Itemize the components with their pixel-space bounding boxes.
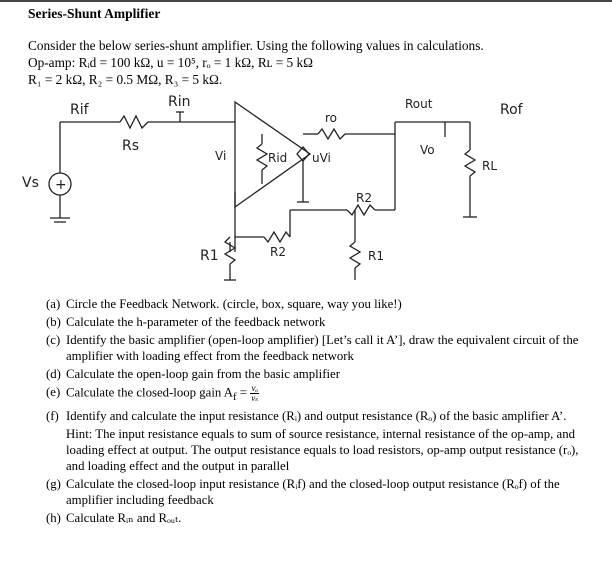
label-rs: Rs (122, 138, 140, 154)
label-vi: Vi (215, 149, 227, 163)
question-b: (b) Calculate the h-parameter of the feedback network (46, 315, 326, 329)
label-r1-left: R1 (200, 248, 219, 264)
rid-resistor (257, 144, 267, 170)
label-vs: Vs (22, 175, 39, 191)
r2-top-resistor (347, 205, 375, 215)
intro-line-3: R₁ = 2 kΩ, R₂ = 0.5 MΩ, R₃ = 5 kΩ. (28, 72, 223, 87)
intro-line-2: Op-amp: Rᵢd = 100 kΩ, u = 10⁵, rₒ = 1 kΩ, Rʟ = 5 kΩ (28, 55, 314, 70)
question-list (46, 296, 594, 528)
label-rin: Rin (168, 94, 191, 110)
r2-bottom-resistor (264, 232, 290, 242)
r1-left-resistor (225, 237, 235, 264)
question-h: (h) Calculate Rᵢₙ and Rₒᵤₜ. (46, 510, 182, 525)
label-rif: Rif (70, 102, 89, 118)
question-d: (d) Calculate the open-loop gain from the basic amplifier (46, 367, 340, 381)
intro-line-1: Consider the below series-shunt amplifier. Using the following values in calculations. (28, 38, 484, 53)
question-e: (e) Calculate the closed-loop gain $A_f$ = $\frac{\text{vₒ}}{\text{vₛ}}$ (46, 383, 259, 403)
r1-right-resistor (350, 242, 360, 268)
question-f: (f) Identify and calculate the input resistance (Rᵢ) and output resistance (Rₒ) of the basic amplifier A’. (46, 408, 567, 423)
ro-resistor (318, 129, 345, 139)
circuit-diagram (0, 92, 612, 292)
label-rof: Rof (500, 102, 523, 118)
question-f-hint: Hint: The input resistance equals to sum of source resistance, internal resistance of the op-amp, and loading effect at output. The output resistance equals to load resistors, op-amp output resistance (rₒ), and loading effect and the output in parallel (66, 426, 579, 473)
question-g: (g) Calculate the closed-loop input resistance (Rᵢf) and the closed-loop output resistance (Rₒf) of the amplifier including feedback (46, 476, 560, 507)
label-r1-right: R1 (368, 249, 384, 263)
intro-text (28, 37, 588, 88)
rs-resistor (120, 116, 148, 128)
plus-sign-icon: + (55, 177, 67, 193)
gain-fraction: $\frac{\text{vₒ}}{\text{vₛ}}$ (251, 383, 259, 403)
question-a: (a) Circle the Feedback Network. (circle, box, square, way you like!) (46, 297, 402, 311)
label-ro: ro (325, 111, 338, 125)
label-rl: RL (482, 159, 498, 173)
label-vo: Vo (420, 143, 435, 157)
rl-resistor (465, 150, 475, 176)
label-r2-bottom: R2 (270, 245, 286, 259)
label-rid: Rid (268, 151, 288, 165)
question-c: (c) Identify the basic amplifier (open-loop amplifier) [Let’s call it A’], draw the equivalent circuit of the amplifier with loading effect from the feedback network (46, 333, 579, 363)
label-r2-top: R2 (356, 191, 372, 205)
top-rule (0, 0, 612, 2)
label-uvi: uVi (312, 151, 331, 165)
page-title: Series-Shunt Amplifier (28, 6, 161, 21)
label-rout: Rout (405, 97, 433, 111)
